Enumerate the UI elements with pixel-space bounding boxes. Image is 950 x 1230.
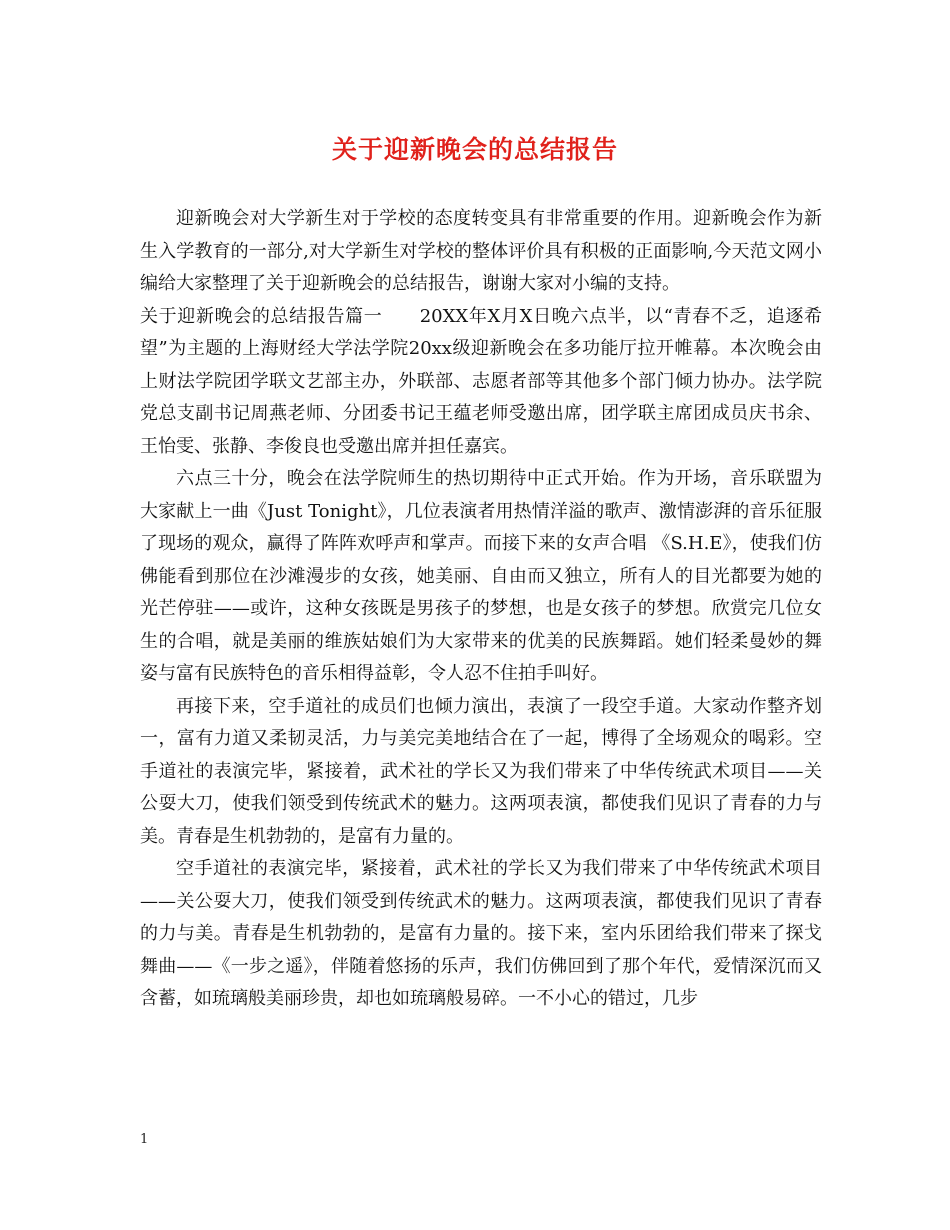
paragraph-opening: 六点三十分，晚会在法学院师生的热切期待中正式开始。作为开场，音乐联盟为大家献上一曲《Just Tonight》，几位表演者用热情洋溢的歌声、激情澎湃的音乐征服了现场的观众，赢得了阵阵欢呼声和掌声。而接下来的女声合唱 《S.H.E》，使我们仿佛能看到那位在沙滩漫步的女孩，她美丽、自由而又独立，所有人的目光都要为她的光芒停驻——或许，这种女孩既是男孩子的梦想，也是女孩子的梦想。欣赏完几位女生的合唱，就是美丽的维族姑娘们为大家带来的优美的民族舞蹈。她们轻柔曼妙的舞姿与富有民族特色的音乐相得益彰，令人忍不住拍手叫好。: [140, 468, 822, 684]
paragraph-karate: 再接下来，空手道社的成员们也倾力演出，表演了一段空手道。大家动作整齐划一，富有力道又柔韧灵活，力与美完美地结合在了一起，博得了全场观众的喝彩。空手道社的表演完毕，紧接着，武术社的学长又为我们带来了中华传统武术项目——关公耍大刀，使我们领受到传统武术的魅力。这两项表演，都使我们见识了青春的力与美。青春是生机勃勃的，是富有力量的。: [140, 695, 822, 847]
document-body: [140, 203, 822, 1016]
paragraph-report-one: 关于迎新晚会的总结报告篇一 20XX年X月X日晚六点半，以“青春不乏，追逐希望”为主题的上海财经大学法学院20xx级迎新晚会在多功能厅拉开帷幕。本次晚会由上财法学院团学联文艺部主办，外联部、志愿者部等其他多个部门倾力协办。法学院党总支副书记周燕老师、分团委书记王蕴老师受邀出席，团学联主席团成员庆书余、王怡雯、张静、李俊良也受邀出席并担任嘉宾。: [140, 305, 822, 457]
document-title: 关于迎新晚会的总结报告: [331, 135, 618, 164]
paragraph-intro: 迎新晚会对大学新生对于学校的态度转变具有非常重要的作用。迎新晚会作为新生入学教育的一部分,对大学新生对学校的整体评价具有积极的正面影响,今天范文网小编给大家整理了关于迎新晚会的总结报告，谢谢大家对小编的支持。: [140, 208, 822, 294]
paragraph-tango: 空手道社的表演完毕，紧接着，武术社的学长又为我们带来了中华传统武术项目——关公耍大刀，使我们领受到传统武术的魅力。这两项表演，都使我们见识了青春的力与美。青春是生机勃勃的，是富有力量的。接下来，室内乐团给我们带来了探戈舞曲——《一步之遥》，伴随着悠扬的乐声，我们仿佛回到了那个年代，爱情深沉而又含蓄，如琉璃般美丽珍贵，却也如琉璃般易碎。一不小心的错过，几步: [140, 858, 822, 1009]
page-number: 1: [140, 1132, 149, 1147]
